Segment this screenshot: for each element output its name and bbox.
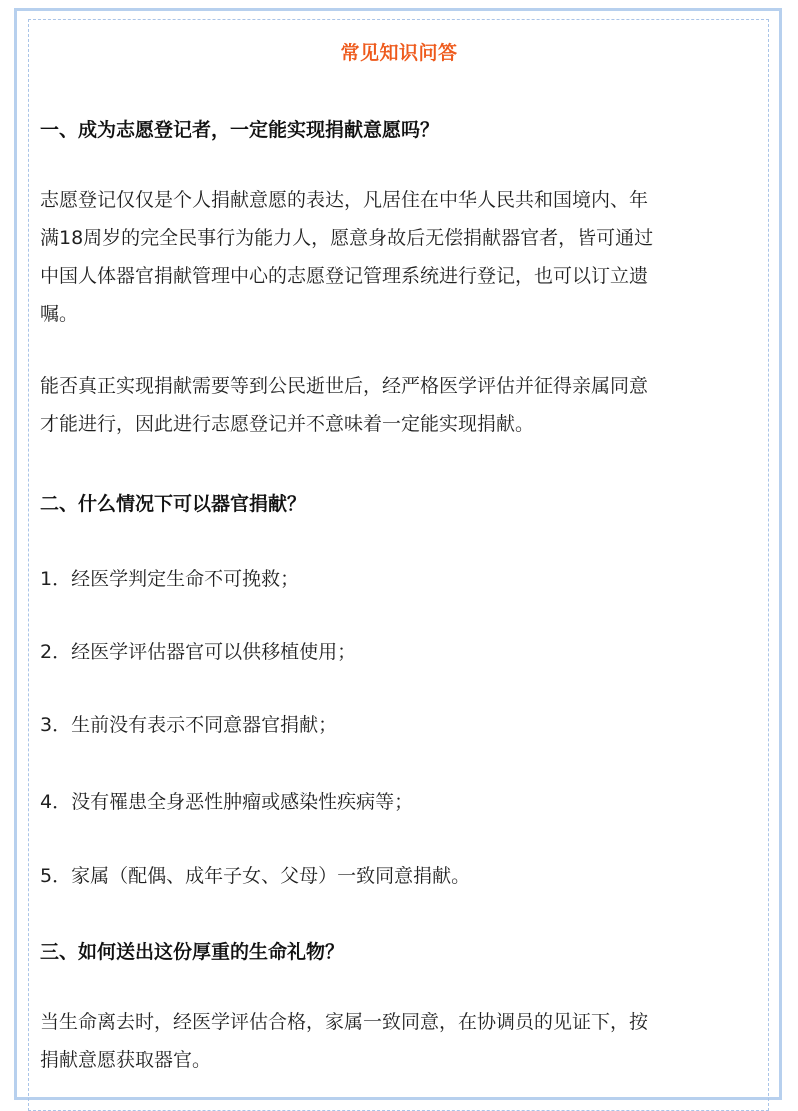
paragraph-line: 能否真正实现捐献需要等到公民逝世后，经严格医学评估并征得亲属同意: [40, 375, 649, 397]
question-1-paragraph-1: [40, 181, 768, 333]
paragraph-line: 当生命离去时，经医学评估合格，家属一致同意，在协调员的见证下，按: [40, 1011, 649, 1033]
paragraph-line: 捐献意愿获取器官。: [40, 1049, 212, 1071]
paragraph-line: 满18周岁的完全民事行为能力人，愿意身故后无偿捐献器官者，皆可通过: [40, 227, 654, 249]
question-1-paragraph-2: [40, 367, 768, 443]
paragraph-line: 嘱。: [40, 303, 79, 325]
list-item: 5．家属（配偶、成年子女、父母）一致同意捐献。: [40, 865, 471, 887]
paragraph-line: 才能进行，因此进行志愿登记并不意味着一定能实现捐献。: [40, 413, 535, 435]
article-title: 常见知识问答: [340, 42, 458, 64]
list-item: 4．没有罹患全身恶性肿瘤或感染性疾病等；: [40, 791, 414, 813]
paragraph-line: 志愿登记仅仅是个人捐献意愿的表达，凡居住在中华人民共和国境内、年: [40, 189, 649, 211]
list-item: 3．生前没有表示不同意器官捐献；: [40, 714, 338, 736]
list-item: 2．经医学评估器官可以供移植使用；: [40, 641, 357, 663]
question-1-heading: 一、成为志愿登记者，一定能实现捐献意愿吗？: [40, 119, 440, 141]
question-2-heading: 二、什么情况下可以器官捐献？: [40, 493, 307, 515]
question-3-paragraph: [40, 1003, 768, 1079]
list-item: 1．经医学判定生命不可挽救；: [40, 568, 300, 590]
paragraph-line: 中国人体器官捐献管理中心的志愿登记管理系统进行登记，也可以订立遗: [40, 265, 649, 287]
question-3-heading: 三、如何送出这份厚重的生命礼物？: [40, 941, 345, 963]
